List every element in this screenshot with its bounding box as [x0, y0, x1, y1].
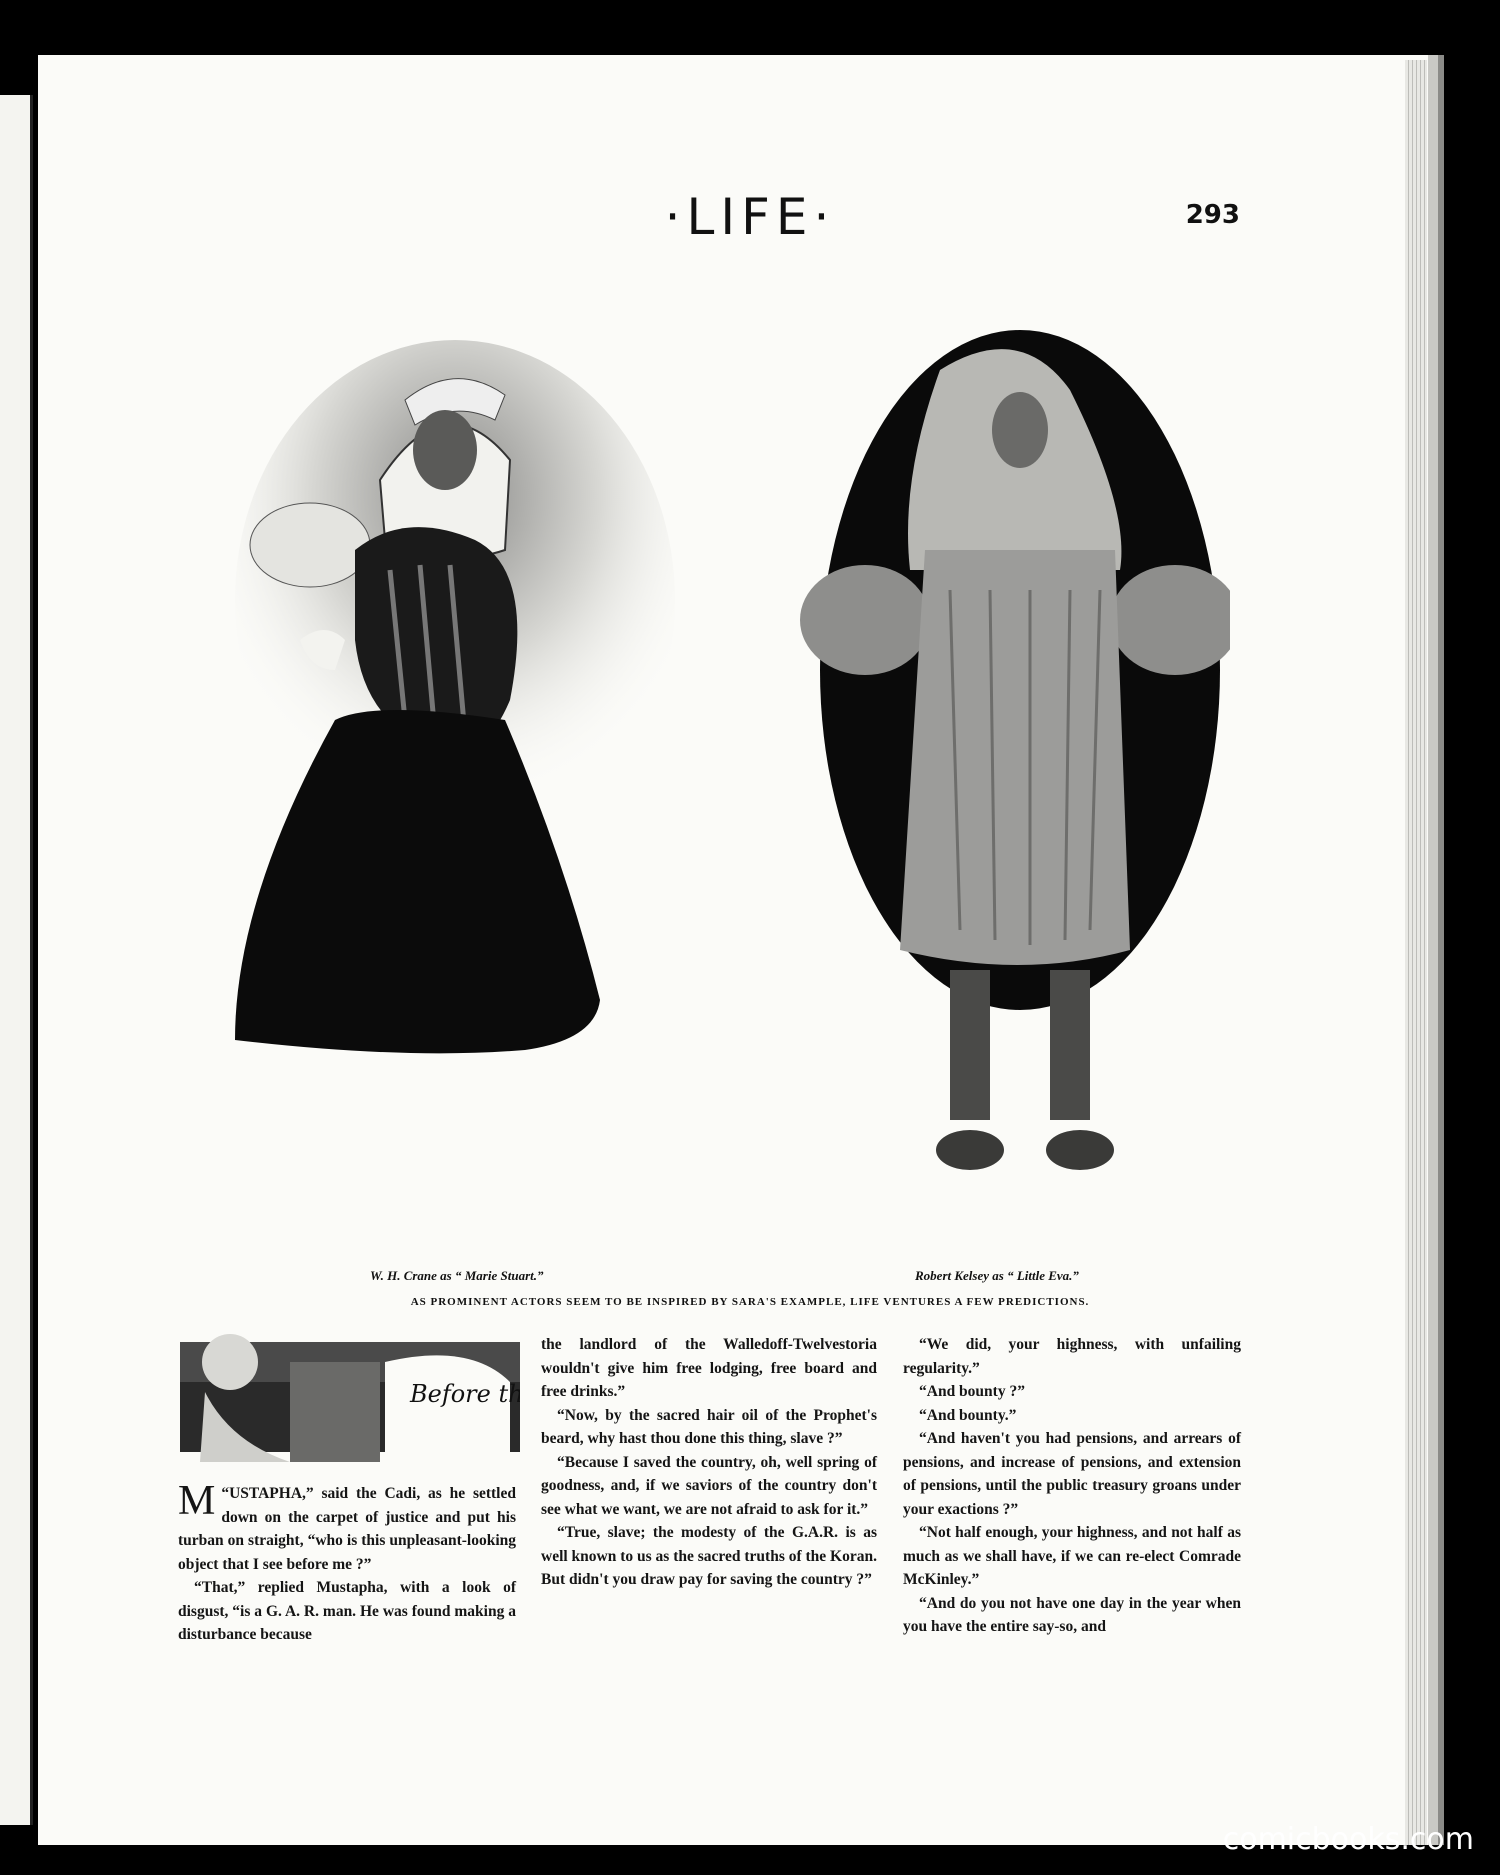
- dropcap: M: [178, 1478, 216, 1524]
- photo-caption-marie-stuart: W. H. Crane as “ Marie Stuart.”: [370, 1268, 544, 1283]
- before-the-cadi-banner: [180, 1322, 520, 1474]
- photo-little-eva: [790, 330, 1230, 1250]
- col2-p3: “Because I saved the country, oh, well spring of goodness, and, if we saviors of the country don't see what we want, we are not afraid to ask for it.”: [541, 1453, 877, 1518]
- page-number: 293: [1185, 200, 1240, 230]
- col3-p5: “Not half enough, your highness, and not half as much as we shall have, if we can re-elect Comrade McKinley.”: [903, 1524, 1241, 1588]
- col1-p2: “That,” replied Mustapha, with a look of disgust, “is a G. A. R. man. He was found making a disturbance because: [178, 1579, 516, 1643]
- col3-p3: “And bounty.”: [919, 1406, 1017, 1424]
- col3-p1: “We did, your highness, with unfailing regularity.”: [903, 1336, 1241, 1377]
- col3-p2: “And bounty ?”: [919, 1383, 1025, 1400]
- photo-caption-little-eva: Robert Kelsey as “ Little Eva.”: [915, 1268, 1079, 1283]
- page-stack-edges: [1405, 60, 1427, 1845]
- col3-p4: “And haven't you had pensions, and arrears of pensions, and increase of pensions, and extension of pensions, until the public treasury groans under your exactions ?”: [903, 1430, 1241, 1518]
- article-column-1: [178, 1478, 516, 1647]
- photo-marie-stuart: [205, 340, 725, 1240]
- col3-p6: “And do you not have one day in the year when you have the entire say-so, and: [903, 1594, 1241, 1635]
- facing-page-edge: [0, 95, 33, 1825]
- photo-subcaption: AS PROMINENT ACTORS SEEM TO BE INSPIRED BY SARA'S EXAMPLE, LIFE VENTURES A FEW PREDICTIONS.: [410, 1296, 1090, 1308]
- masthead: ·LIFE·: [664, 188, 836, 246]
- banner-title: Before t: [410, 1380, 509, 1408]
- article-column-3: [903, 1333, 1241, 1639]
- article-column-2: [541, 1333, 877, 1592]
- col1-opening: “USTAPHA,” said the Cadi, as he settled down on the carpet of justice and put his turban on straight, “who is this unpleasant-looking object that I see before me ?”: [178, 1485, 516, 1573]
- site-watermark: comicbooks.com: [1222, 1822, 1474, 1857]
- col2-p1: the landlord of the Walledoff-Twelvestoria wouldn't give him free lodging, free board and free drinks.”: [541, 1336, 877, 1400]
- col2-p4: “True, slave; the modesty of the G.A.R. is as well known to us as the sacred truths of the Koran. But didn't you draw pay for saving the country ?”: [541, 1524, 877, 1588]
- col2-p2: “Now, by the sacred hair oil of the Prophet's beard, why hast thou done this thing, slave ?”: [541, 1406, 877, 1447]
